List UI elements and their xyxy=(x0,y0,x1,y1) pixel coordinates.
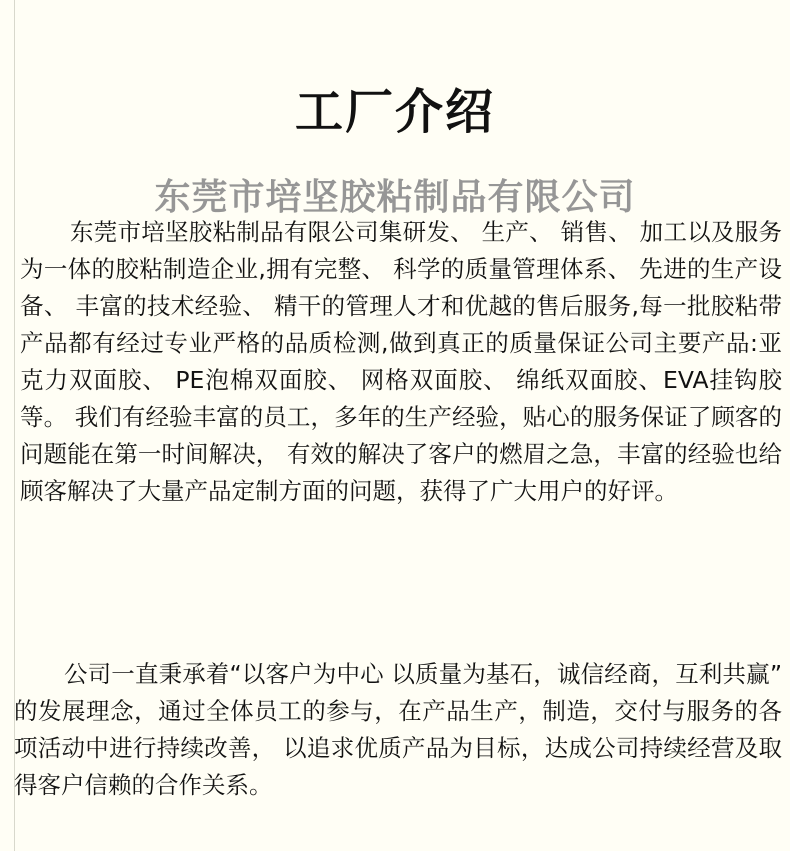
intro-paragraph-2: 公司一直秉承着“以客户为中心 以质量为基石，诚信经商，互利共赢” 的发展理念，通过全体员工的参与，在产品生产，制造，交付与服务的各项活动中进行持续改善， 以追求优质产品为目标，达成公司持续经营及取得客户信赖的合作关系。 xyxy=(14,660,782,799)
company-name-heading: 东莞市培坚胶粘制品有限公司 xyxy=(154,176,636,218)
intro-paragraph-1: 东莞市培坚胶粘制品有限公司集研发、 生产、 销售、 加工以及服务为一体的胶粘制造企业,拥有完整、 科学的质量管理体系、 先进的生产设备、 丰富的技术经验、 精干的管理人才和优越的售后服务,每一批胶粘带产品都有经过专业严格的品质检测,做到真正的质量保证公司主要产品:亚克力双面胶、 PE泡棉双面胶、 网格双面胶、 绵纸双面胶、EVA挂钩胶等。 我们有经验丰富的员工，多年的生产经验，贴心的服务保证了顾客的问题能在第一时间解决， 有效的解决了客户的燃眉之急，丰富的经验也给顾客解决了大量产品定制方面的问题，获得了广大用户的好评。 xyxy=(20,218,782,505)
page-title: 工厂介绍 xyxy=(294,84,495,141)
